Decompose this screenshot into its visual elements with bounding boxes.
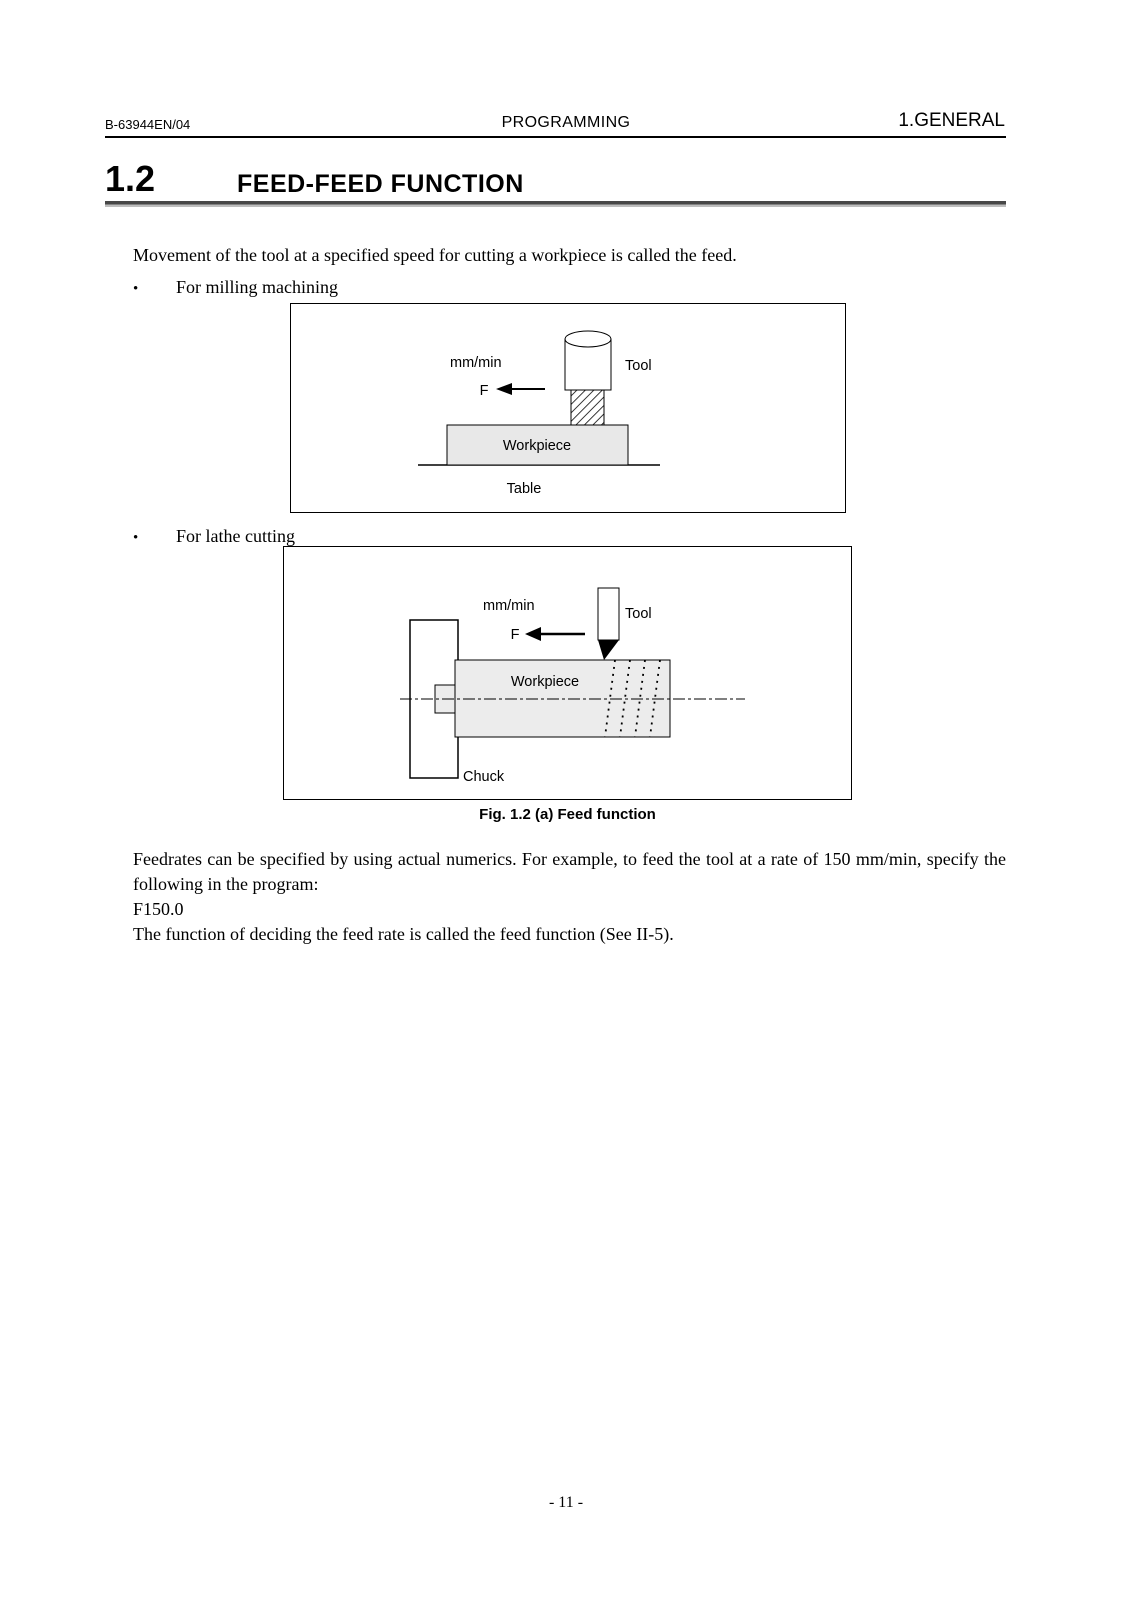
bullet-label-lathe: For lathe cutting (176, 526, 295, 546)
bullet-label-milling: For milling machining (176, 277, 338, 297)
bullet-marker: • (133, 530, 139, 546)
milling-diagram (290, 303, 846, 513)
body-code-line: F150.0 (133, 899, 184, 919)
bullet-item-milling (133, 277, 338, 301)
milling-cutter-hatch (571, 390, 604, 425)
header-part-title: PROGRAMMING (501, 114, 631, 131)
lathe-unit-label: mm/min (483, 598, 535, 614)
lathe-tool-shape (598, 588, 619, 640)
lathe-feed-label: F (510, 627, 520, 643)
section-title: FEED-FEED FUNCTION (237, 170, 524, 198)
lathe-workpiece-label: Workpiece (510, 674, 580, 690)
body-paragraph-1: Feedrates can be specified by using actual numerics. For example, to feed the tool at a rate of 150 mm/min, specify the following in the program: (133, 849, 1006, 894)
intro-paragraph: Movement of the tool at a specified speed for cutting a workpiece is called the feed. (133, 245, 737, 265)
bullet-marker: • (133, 281, 139, 297)
milling-feed-label: F (479, 383, 489, 399)
header-chapter: 1.GENERAL (898, 110, 1005, 131)
milling-tool-label: Tool (625, 358, 652, 374)
milling-workpiece-label: Workpiece (502, 438, 572, 454)
body-text (133, 847, 1006, 947)
lathe-tool-label: Tool (625, 606, 652, 622)
section-number: 1.2 (105, 158, 156, 199)
body-paragraph-2: The function of deciding the feed rate is called the feed function (See II-5). (133, 924, 674, 944)
milling-tool-top (565, 331, 611, 347)
lathe-chuck-label: Chuck (463, 769, 505, 785)
bullet-item-lathe (133, 526, 295, 550)
lathe-diagram (283, 546, 852, 800)
figure-caption: Fig. 1.2 (a) Feed function (479, 806, 656, 823)
header-rule (105, 136, 1006, 138)
page-number: - 11 - (548, 1494, 584, 1511)
section-rule (105, 201, 1006, 207)
milling-unit-label: mm/min (450, 355, 502, 371)
header-doc-id: B-63944EN/04 (105, 117, 191, 132)
milling-table-label: Table (506, 481, 542, 497)
